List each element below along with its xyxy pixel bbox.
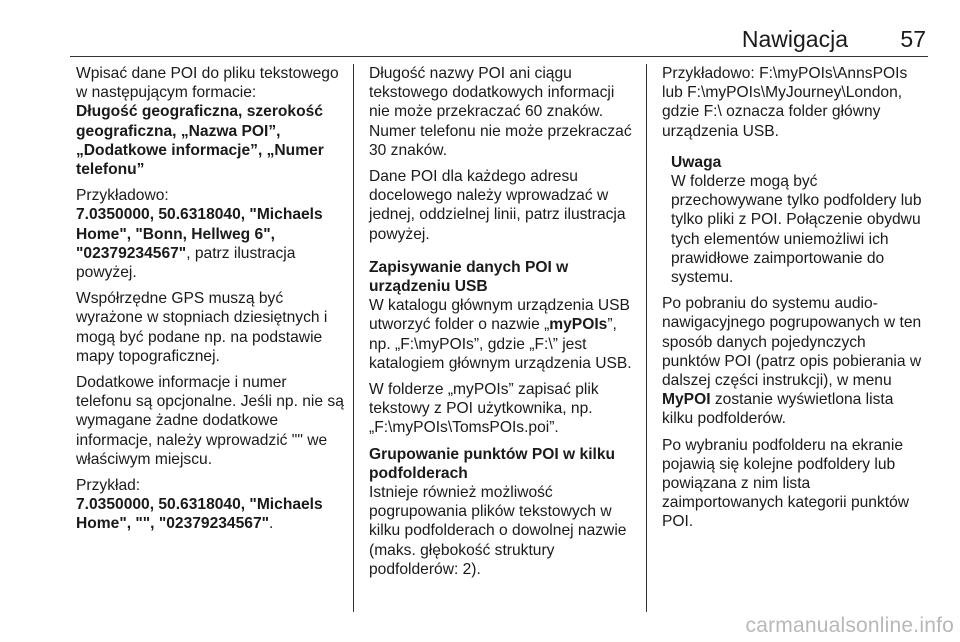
example2-label: Przykład: xyxy=(76,477,141,495)
example2-tail: . xyxy=(269,515,274,533)
note-title: Uwaga xyxy=(671,153,722,171)
heading-group: Grupowanie punktów POI w kilku podfolderach xyxy=(369,445,616,482)
format-specification: Długość geograficzna, szerokość geograficzna, „Nazwa POI”, „Dodatkowe informacje”, „Numer telefonu” xyxy=(76,103,324,179)
download-text-post: zostanie wyświetlona lista kilku podfolderów. xyxy=(662,391,894,428)
path-example-paragraph: Przykładowo: F:\myPOIs\AnnsPOIs lub F:\myPOIs\MyJourney\London, gdzie F:\ oznacza folder główny urządzenia USB. xyxy=(662,65,908,140)
lines-paragraph: Dane POI dla każdego adresu docelowego należy wprowadzać w jednej, oddzielnej linii, patrz ilustracja powyżej. xyxy=(369,168,626,243)
menu-name: MyPOI xyxy=(662,391,711,409)
column-2 xyxy=(369,64,633,586)
section-title: Nawigacja xyxy=(741,26,848,52)
group-paragraph: Istnieje również możliwość pogrupowania plików tekstowych w kilku podfolderach o dowolnej nazwie (maks. głębokość struktury podfolderów: 2). xyxy=(369,484,627,578)
page-number: 57 xyxy=(900,26,926,52)
column-divider-2 xyxy=(646,64,647,612)
column-1 xyxy=(76,64,346,541)
heading-save-usb: Zapisywanie danych POI w urządzeniu USB xyxy=(369,258,569,296)
example-tail: , patrz ilustracja powyżej. xyxy=(76,244,296,282)
note-text: W folderze mogą być przechowywane tylko podfoldery lub tylko pliki z POI. Połączenie obydwu tych elementów uniemożliwi ich prawidłowe zaimportowanie do systemu. xyxy=(671,173,922,287)
download-text-pre: Po pobraniu do systemu audio-nawigacyjnego pogrupowanych w ten sposób danych pojedynczych punktów POI (patrz opis pobierania w dalszej części instrukcji), w menu xyxy=(662,295,922,390)
column-3 xyxy=(662,64,928,539)
example2-value: 7.0350000, 50.6318040, "Michaels Home", "", "02379234567" xyxy=(76,496,323,533)
download-paragraph xyxy=(662,294,928,428)
gps-paragraph: Współrzędne GPS muszą być wyrażone w stopniach dziesiętnych i mogą być podane np. na podstawie mapy topograficznej. xyxy=(76,290,328,365)
watermark: carmanualsonline.info xyxy=(745,614,954,637)
folder-paragraph xyxy=(369,296,633,373)
file-paragraph: W folderze „myPOIs” zapisać plik tekstowy z POI użytkownika, np. „F:\myPOIs\TomsPOIs.poi”. xyxy=(369,381,599,437)
column-divider-1 xyxy=(353,64,354,612)
optional-info-paragraph: Dodatkowe informacje i numer telefonu są opcjonalne. Jeśli np. nie są wymagane żadne dodatkowe informacje, należy wprowadzić "" we właściwym miejscu. xyxy=(76,374,344,468)
header-rule xyxy=(70,56,928,57)
folder-text-pre: W katalogu głównym urządzenia USB utworzyć folder o nazwie „ xyxy=(369,297,630,334)
example-paragraph xyxy=(76,186,346,282)
folder-text-post: ”, np. „F:\myPOIs”, gdzie „F:\” jest katalogiem głównym urządzenia USB. xyxy=(369,316,632,372)
folder-name: myPOIs xyxy=(549,316,608,334)
example2-paragraph xyxy=(76,476,346,534)
page-header xyxy=(70,20,928,60)
note-box xyxy=(662,153,928,287)
example-value: 7.0350000, 50.6318040, "Michaels Home", "Bonn, Hellweg 6", "02379234567" xyxy=(76,206,323,262)
select-paragraph: Po wybraniu podfolderu na ekranie pojawią się kolejne podfoldery lub powiązana z nim lista zaimportowanych kategorii punktów POI. xyxy=(662,436,910,531)
example-label: Przykładowo: xyxy=(76,187,169,205)
length-paragraph: Długość nazwy POI ani ciągu tekstowego dodatkowych informacji nie może przekraczać 60 znaków. Numer telefonu nie może przekraczać 30 znaków. xyxy=(369,65,632,159)
intro-paragraph: Wpisać dane POI do pliku tekstowego w następującym formacie: xyxy=(76,65,339,102)
